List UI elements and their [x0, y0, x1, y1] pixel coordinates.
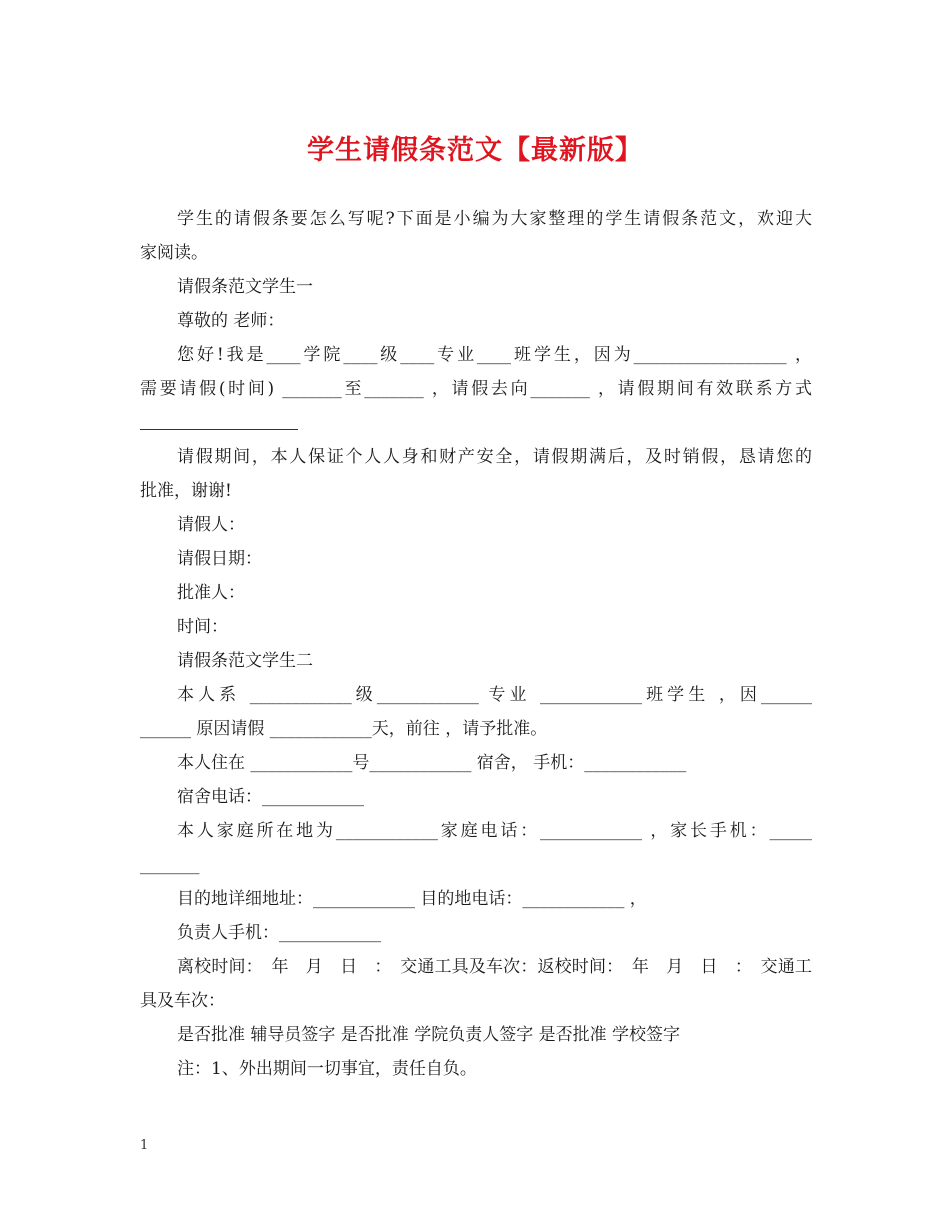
- intro-line-1: 学生的请假条要怎么写呢?下面是小编为大家整理的学生请假条范文，欢迎大: [177, 209, 812, 229]
- sample2-line-9: 离校时间： 年 月 日 ： 交通工具及车次：返校时间： 年 月 日 ： 交通工: [177, 957, 812, 977]
- sample2-line-10: 具及车次：: [140, 991, 225, 1011]
- sample1-line-1: 您好!我是____学院____级____专业____班学生，因为__________________ ，: [177, 345, 812, 365]
- sample1-heading: 请假条范文学生一: [177, 277, 313, 297]
- sample1-line-2: 需要请假(时间) _______至_______ ，请假去向_______ ，请假期间有效联系方式: [140, 379, 812, 399]
- approval-signatures-line: 是否批准 辅导员签字 是否批准 学院负责人签字 是否批准 学校签字: [177, 1025, 681, 1045]
- time-label: 时间：: [177, 617, 228, 637]
- document-title: 学生请假条范文【最新版】: [307, 135, 643, 166]
- sample2-line-1: 本人系 ____________级____________ 专业 ____________班学生 ，因______: [177, 685, 812, 705]
- contact-blank-line: [140, 406, 812, 440]
- sample1-para2-line-2: 批准，谢谢!: [140, 481, 232, 501]
- leave-date-label: 请假日期：: [177, 549, 262, 569]
- sample2-line-5: 本人家庭所在地为____________家庭电话：____________ ，家长手机：_____: [177, 821, 812, 841]
- applicant-label: 请假人：: [177, 515, 245, 535]
- sample2-line-7: 目的地详细地址：____________ 目的地电话：____________ ，: [177, 889, 647, 909]
- sample2-line-2: ______ 原因请假 ____________天，前往 ，请予批准。: [140, 719, 548, 739]
- sample2-line-4: 宿舍电话：____________: [177, 787, 364, 807]
- salutation: 尊敬的 老师：: [177, 311, 285, 331]
- intro-line-2: 家阅读。: [140, 243, 208, 263]
- sample2-line-3: 本人住在 ____________号____________ 宿舍， 手机：____________: [177, 753, 687, 773]
- sample2-heading: 请假条范文学生二: [177, 651, 313, 671]
- approver-label: 批准人：: [177, 583, 245, 603]
- sample2-line-6: _______: [140, 855, 200, 875]
- note-line: 注：1、外出期间一切事宜，责任自负。: [177, 1059, 477, 1079]
- document-body: [140, 202, 812, 1086]
- page-number: 1: [140, 1138, 149, 1153]
- sample1-para2-line-1: 请假期间，本人保证个人人身和财产安全，请假期满后，及时销假，恳请您的: [177, 447, 812, 467]
- sample2-line-8: 负责人手机：____________: [177, 923, 381, 943]
